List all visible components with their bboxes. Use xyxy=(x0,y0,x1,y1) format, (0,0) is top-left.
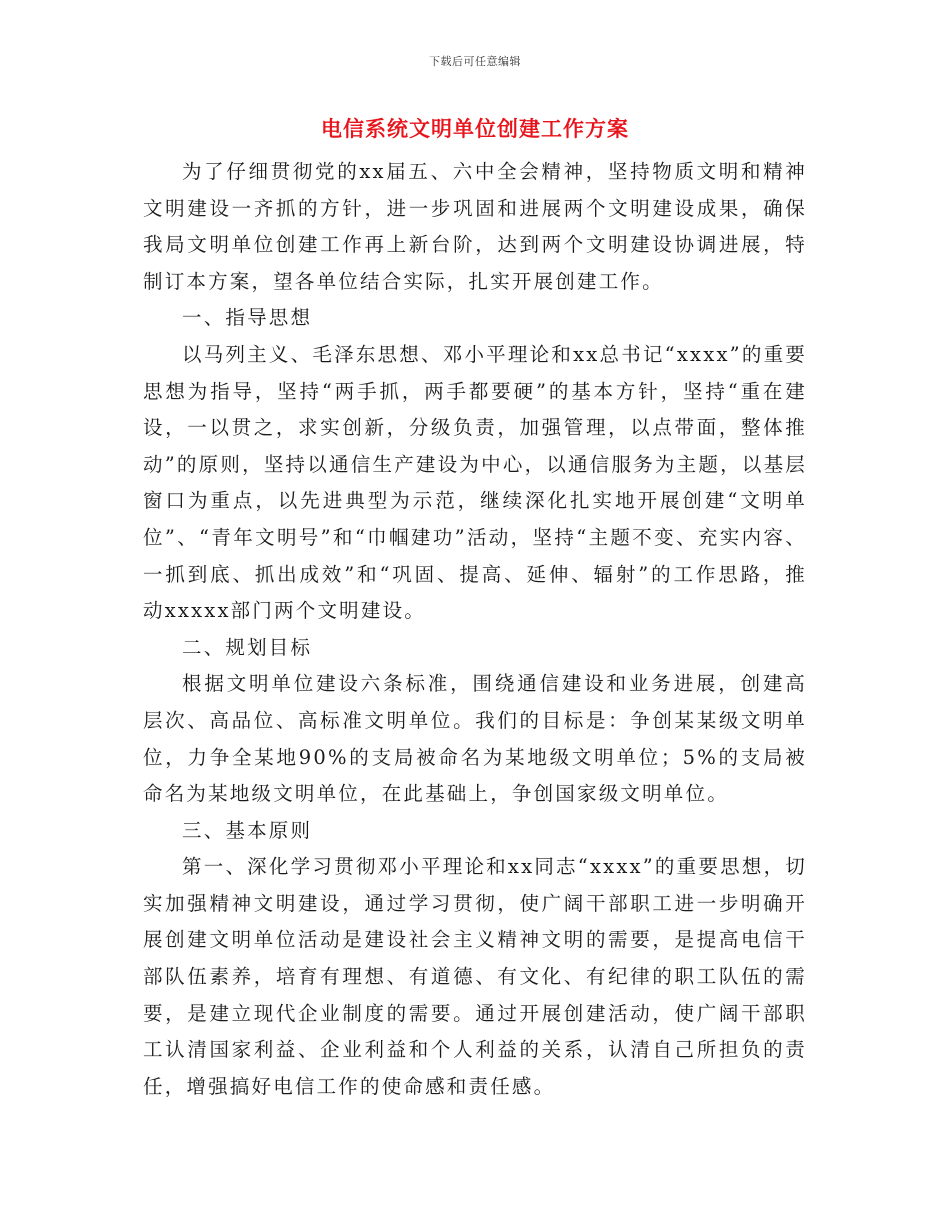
section-heading-goals: 二、规划目标 xyxy=(182,635,313,659)
section-heading-guiding-thought: 一、指导思想 xyxy=(182,306,313,330)
paragraph-principle-one: 第一、深化学习贯彻邓小平理论和xx同志“xxxx”的重要思想，切实加强精神文明建设，通过学习贯彻，使广阔干部职工进一步明确开展创建文明单位活动是建设社会主义精神文明的需要，是提高电信干部队伍素养，培育有理想、有道德、有文化、有纪律的职工队伍的需要，是建立现代企业制度的需要。通过开展创建活动，使广阔干部职工认清国家利益、企业利益和个人利益的关系，认清自己所担负的责任，增强搞好电信工作的使命感和责任感。 xyxy=(143,855,807,1098)
paragraph-guiding-thought: 以马列主义、毛泽东思想、邓小平理论和xx总书记“xxxx”的重要思想为指导，坚持“两手抓，两手都要硬”的基本方针，坚持“重在建设，一以贯之，求实创新，分级负责，加强管理，以点带面，整体推动”的原则，坚持以通信生产建设为中心，以通信服务为主题，以基层窗口为重点，以先进典型为示范，继续深化扎实地开展创建“文明单位”、“青年文明号”和“巾帼建功”活动，坚持“主题不变、充实内容、一抓到底、抓出成效”和“巩固、提高、延伸、辐射”的工作思路，推动xxxxx部门两个文明建设。 xyxy=(143,342,807,623)
section-heading-principles: 三、基本原则 xyxy=(182,818,313,842)
paragraph-goals: 根据文明单位建设六条标准，围绕通信建设和业务进展，创建高层次、高品位、高标准文明单位。我们的目标是：争创某某级文明单位，力争全某地90%的支局被命名为某地级文明单位；5%的支局被命名为某地级文明单位，在此基础上，争创国家级文明单位。 xyxy=(143,672,807,806)
paragraph-intro: 为了仔细贯彻党的xx届五、六中全会精神，坚持物质文明和精神文明建设一齐抓的方针，进一步巩固和进展两个文明建设成果，确保我局文明单位创建工作再上新台阶，达到两个文明建设协调进展，特制订本方案，望各单位结合实际，扎实开展创建工作。 xyxy=(143,160,807,293)
header-note: 下载后可任意编辑 xyxy=(429,55,521,68)
document-title: 电信系统文明单位创建工作方案 xyxy=(321,116,629,141)
document-body xyxy=(143,154,807,1105)
